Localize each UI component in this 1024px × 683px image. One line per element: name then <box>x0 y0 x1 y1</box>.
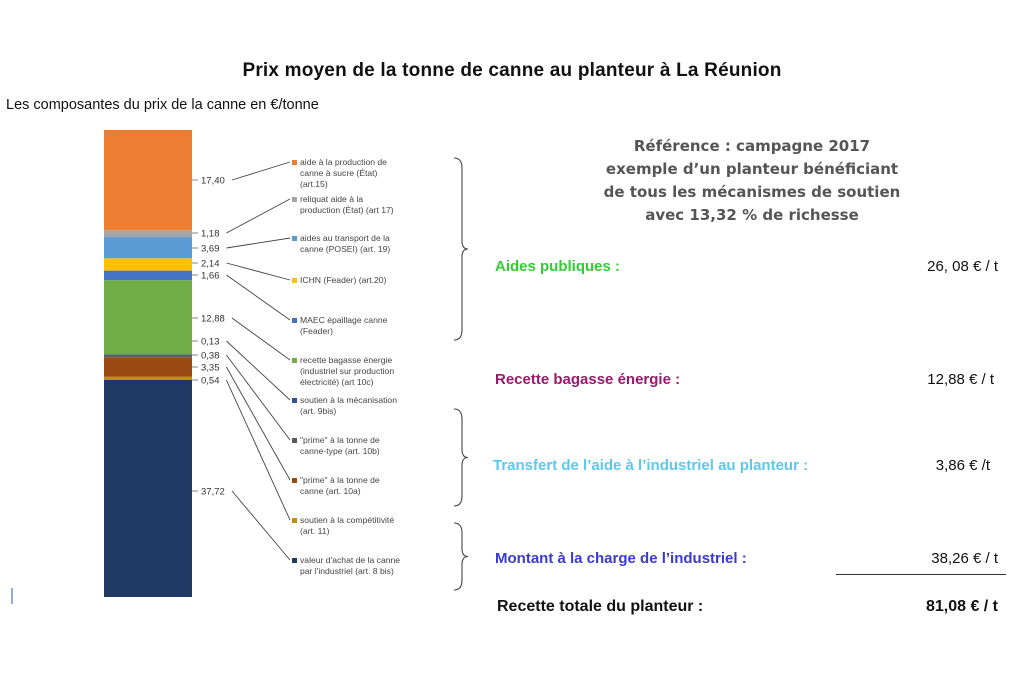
montant-industriel-label: Montant à la charge de l’industriel : <box>495 550 747 567</box>
legend-swatch-5 <box>292 358 297 363</box>
reference-note <box>592 135 912 227</box>
bar-segment-5 <box>104 280 192 354</box>
value-label-4: 0,13 <box>201 336 220 348</box>
legend-label-2-0: "prime" à la tonne de <box>300 475 380 485</box>
legend-label-9-1: production (État) (art 17) <box>300 205 394 215</box>
legend-label-1-0: soutien à la compétitivité <box>300 515 395 525</box>
transfert-label: Transfert de l’aide à l’industriel au planteur : <box>493 457 809 474</box>
legend-swatch-0 <box>292 558 297 563</box>
reference-line-4: avec 13,32 % de richesse <box>645 206 859 224</box>
leader-line-7 <box>226 263 290 280</box>
value-label-6: 1,66 <box>201 270 220 282</box>
value-label-2: 3,35 <box>201 362 220 374</box>
leader-line-9 <box>226 199 290 233</box>
reference-line-2: exemple d’un planteur bénéficiant <box>605 160 899 178</box>
bar-segment-10 <box>104 130 192 230</box>
transfert-value: 3,86 € /t <box>935 457 990 474</box>
legend-label-2-1: canne (art. 10a) <box>300 486 361 496</box>
legend-label-4-1: (art. 9bis) <box>300 406 337 416</box>
value-label-10: 17,40 <box>201 175 225 187</box>
brace-aides-publiques <box>454 158 468 340</box>
bar-segment-9 <box>104 230 192 237</box>
legend-swatch-4 <box>292 398 297 403</box>
legend-label-6-0: MAEC épaillage canne <box>300 315 388 325</box>
value-label-1: 0,54 <box>201 375 220 387</box>
leader-line-8 <box>226 238 290 248</box>
leader-line-2 <box>226 367 290 480</box>
legend-label-5-2: électricité) (art 10c) <box>300 377 374 387</box>
recette-bagasse-label: Recette bagasse énergie : <box>495 371 681 388</box>
leader-line-4 <box>226 341 290 400</box>
bar-segment-8 <box>104 237 192 258</box>
value-label-3: 0,38 <box>201 350 220 362</box>
legend-swatch-2 <box>292 478 297 483</box>
chart-title: Prix moyen de la tonne de canne au planteur à La Réunion <box>242 60 782 81</box>
bar-segment-2 <box>104 357 192 376</box>
legend-swatch-10 <box>292 160 297 165</box>
legend-label-8-1: canne (POSEI) (art. 19) <box>300 244 391 254</box>
reference-line-3: de tous les mécanismes de soutien <box>603 183 901 201</box>
value-label-9: 1,18 <box>201 228 220 240</box>
legend-swatch-3 <box>292 438 297 443</box>
value-label-5: 12,88 <box>201 313 225 325</box>
legend-label-5-1: (industriel sur production <box>300 366 395 376</box>
legend-label-7-0: ICHN (Feader) (art.20) <box>300 275 387 285</box>
leader-line-1 <box>226 380 290 520</box>
bar-segment-7 <box>104 258 192 270</box>
legend-label-8-0: aides au transport de la <box>300 233 390 243</box>
legend-label-3-1: canne-type (art. 10b) <box>300 446 380 456</box>
aides-publiques-value: 26, 08 € / t <box>927 258 998 275</box>
leader-line-10 <box>232 162 290 180</box>
legend-label-5-0: recette bagasse énergie <box>300 355 393 365</box>
bar-segment-4 <box>104 354 192 355</box>
total-rule <box>836 574 1006 575</box>
legend-swatch-1 <box>292 518 297 523</box>
legend-label-0-1: par l'industriel (art. 8 bis) <box>300 566 394 576</box>
legend-label-10-2: (art.15) <box>300 179 328 189</box>
legend-label-9-0: reliquat aide à la <box>300 194 364 204</box>
recette-bagasse-value: 12,88 € / t <box>927 371 994 388</box>
legend-label-4-0: soutien à la mécanisation <box>300 395 397 405</box>
leader-line-6 <box>226 275 290 320</box>
leader-line-3 <box>226 355 290 440</box>
bar-segment-3 <box>104 355 192 357</box>
brace-industriel <box>454 523 468 590</box>
legend-swatch-9 <box>292 197 297 202</box>
aides-publiques-label: Aides publiques : <box>495 258 621 275</box>
legend-label-0-0: valeur d'achat de la canne <box>300 555 401 565</box>
recette-totale-value: 81,08 € / t <box>925 598 998 615</box>
legend-label-3-0: "prime" à la tonne de <box>300 435 380 445</box>
legend-label-6-1: (Feader) <box>300 326 333 336</box>
montant-industriel-value: 38,26 € / t <box>931 550 998 567</box>
reference-line-1: Référence : campagne 2017 <box>633 137 871 155</box>
brace-transfert <box>454 409 468 506</box>
value-label-0: 37,72 <box>201 486 225 498</box>
bar-segment-6 <box>104 271 192 281</box>
value-label-7: 2,14 <box>201 258 220 270</box>
legend-swatch-6 <box>292 318 297 323</box>
recette-totale-label: Recette totale du planteur : <box>497 598 704 615</box>
chart-subtitle: Les composantes du prix de la canne en €/tonne <box>6 97 319 113</box>
legend-label-10-0: aide à la production de <box>300 157 387 167</box>
value-label-8: 3,69 <box>201 243 220 255</box>
legend-swatch-7 <box>292 278 297 283</box>
bar-segment-0 <box>104 380 192 597</box>
legend-swatch-8 <box>292 236 297 241</box>
bar-segment-1 <box>104 377 192 380</box>
legend-label-10-1: canne à sucre (État) <box>300 168 378 178</box>
legend-label-1-1: (art. 11) <box>300 526 330 536</box>
